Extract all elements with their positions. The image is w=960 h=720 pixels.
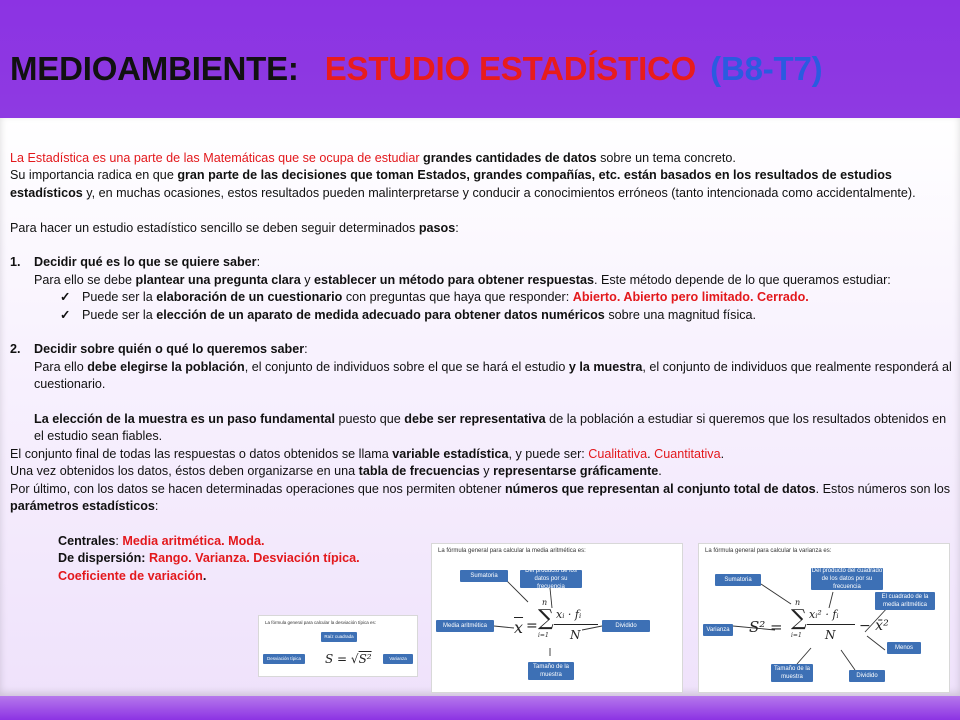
product-square-label: Del producto del cuadrado de los datos por su frecuencia xyxy=(811,568,883,590)
list-item: ✓ Puede ser la elaboración de un cuestionario con preguntas que haya que responder: Abierto. Abierto pero limitado. Cerrado. xyxy=(10,289,954,306)
mean-label: Media aritmética xyxy=(436,620,494,632)
steps-intro: Para hacer un estudio estadístico sencillo se deben seguir determinados pasos: xyxy=(10,220,459,235)
list-item: ✓ Puede ser la elección de un aparato de medida adecuado para obtener datos numéricos sobre una magnitud física. xyxy=(10,307,954,324)
product-label: Del producto de los datos por su frecuencia xyxy=(520,570,582,588)
variable-paragraph: El conjunto final de todas las respuestas o datos obtenidos se llama variable estadística, y puede ser: Cualitativa. Cuantitativa. xyxy=(10,446,725,461)
step-1-description: Para ello se debe plantear una pregunta clara y establecer un método para obtener respuestas. Este método depende de lo que queramos estudiar: xyxy=(34,272,891,287)
parameters-paragraph: Por último, con los datos se hacen determinadas operaciones que nos permiten obtener números que representan al conjunto total de datos. Estos números son los parámetros estadísticos: xyxy=(10,481,951,514)
minus-label: Menos xyxy=(887,642,921,654)
std-formula: S = √S² xyxy=(325,652,372,666)
title-topic: MEDIOAMBIENTE: xyxy=(10,50,299,87)
table-paragraph: Una vez obtenidos los datos, éstos deben organizarse en una tabla de frecuencias y representarse gráficamente. xyxy=(10,464,662,479)
title-subject: ESTUDIO ESTADÍSTICO xyxy=(324,50,697,87)
sum-label: Sumatoria xyxy=(460,570,508,582)
page-title xyxy=(10,50,822,88)
std-deviation-label: Desviación típica xyxy=(263,654,305,664)
central-parameters: Centrales: Media aritmética. Moda. xyxy=(58,533,265,548)
variance-label: Varianza xyxy=(703,624,733,636)
step-2: 2. Decidir sobre quién o qué lo queremos saber: xyxy=(10,342,308,357)
importance-paragraph: Su importancia radica en que gran parte de las decisiones que toman Estados, grandes compañías, etc. están basados en los resultados de estudios estadísticos y, en muchas ocasiones, estos resultados pueden malinterpretarse y conducir a conocimientos erróneos (tanto intencionada como accidentalmente). xyxy=(10,168,916,200)
title-code: (B8-T7) xyxy=(710,50,823,87)
divided-label: Dividido xyxy=(849,670,885,682)
checkmark-icon: ✓ xyxy=(60,307,71,322)
std-deviation-figure: La fórmula general para calcular la desviación típica es: Raíz cuadrada Desviación típica Varianza S = √S² xyxy=(258,615,418,677)
intro-paragraph: La Estadística es una parte de las Matemáticas que se ocupa de estudiar grandes cantidades de datos sobre un tema concreto. xyxy=(10,151,736,165)
variance-formula-figure: La fórmula general para calcular la varianza es: Sumatoria Del producto del cuadrado de los datos por su frecuencia El cuadrado de la media aritmética Varianza Menos Tamaño de la muestra Dividido S² = n ∑ i=1 xᵢ² · fᵢ N − x̄² xyxy=(698,543,950,693)
step-2-description: Para ello debe elegirse la población, el conjunto de individuos sobre el que se hará el estudio y la muestra, el conjunto de individuos que realmente responderá al cuestionario. xyxy=(34,359,952,392)
checkmark-icon: ✓ xyxy=(60,290,71,305)
sum-label: Sumatoria xyxy=(715,574,761,586)
sample-size-label: Tamaño de la muestra xyxy=(771,664,813,682)
dispersion-parameters: De dispersión: Rango. Varianza. Desviación típica. xyxy=(58,551,360,566)
variance-label: Varianza xyxy=(383,654,413,664)
sample-note: La elección de la muestra es un paso fundamental puesto que debe ser representativa de la población a estudiar si queremos que los resultados obtenidos en el estudio sean fiables. xyxy=(34,412,947,444)
root-label: Raíz cuadrada xyxy=(321,632,357,642)
title-bar xyxy=(0,0,960,118)
body-text xyxy=(10,150,954,585)
step-1: 1. Decidir qué es lo que se quiere saber: xyxy=(10,255,261,270)
mean-square-label: El cuadrado de la media aritmética xyxy=(875,592,935,610)
mean-formula-figure: La fórmula general para calcular la media aritmética es: Sumatoria Del producto de los datos por su frecuencia Media aritmética Dividido Tamaño de la muestra $\overline{x}$ = n ∑ i=1 xᵢ · fᵢ N xyxy=(431,543,683,693)
mean-formula: $\overline{x}$ = n ∑ i=1 xᵢ · fᵢ N xyxy=(514,596,604,650)
variance-formula: S² = n ∑ i=1 xᵢ² · fᵢ N − x̄² xyxy=(749,598,889,642)
divided-label: Dividido xyxy=(602,620,650,632)
step-2-title: Decidir sobre quién o qué lo queremos saber xyxy=(34,342,305,357)
step-1-title: Decidir qué es lo que se quiere saber xyxy=(34,255,257,270)
variation-coefficient: Coeficiente de variación. xyxy=(58,568,207,583)
sample-size-label: Tamaño de la muestra xyxy=(528,662,574,680)
footer-band xyxy=(0,696,960,720)
